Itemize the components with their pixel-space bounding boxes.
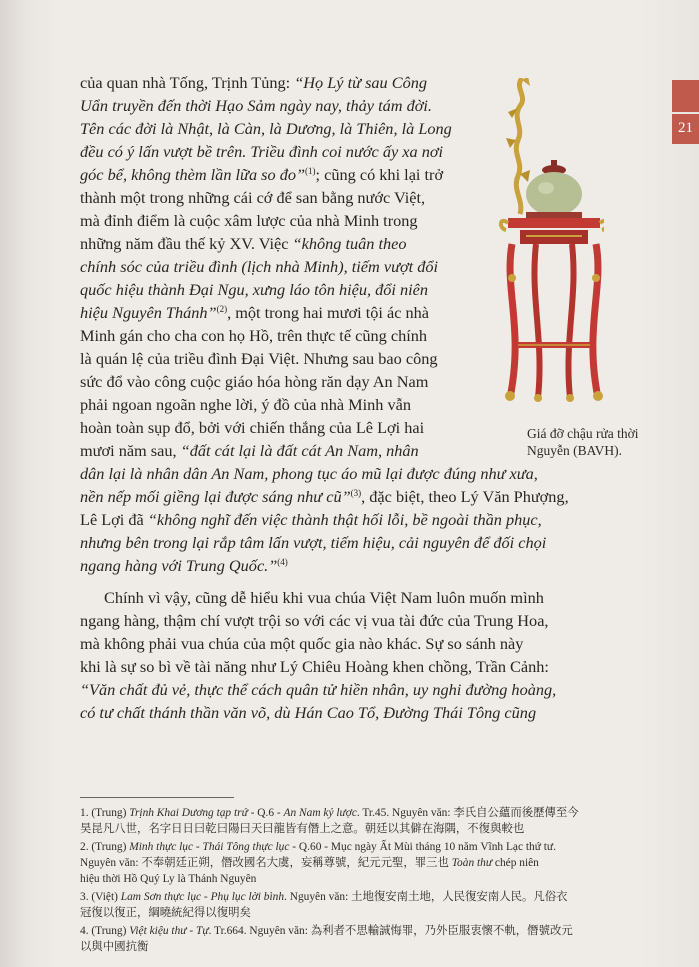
body-line-22: ngang hàng với Trung Quốc.”$^{(4)}$: [80, 556, 288, 575]
footnote-2-line-3: hiệu thời Hồ Quý Ly là Thánh Nguyên: [80, 873, 257, 885]
body-line-2: Uẩn truyền đến thời Hạo Sảm ngày nay, thảy tám đời.: [80, 96, 433, 115]
body-line-13: là quán lệ của triều đình Đại Việt. Nhưng sau bao công: [80, 349, 438, 368]
body-line-5: góc bể, không thèm lần lữa so đo”$^{(1)}$; cũng có khi lại trở: [80, 165, 444, 184]
body-line-11: hiệu Nguyên Thánh”$^{(2)}$, một trong hai mươi tội ác nhà: [80, 303, 429, 322]
body-line-6: thành một trong những cái cớ để san bằng nước Việt,: [80, 188, 426, 207]
footnote-2-line-2: Nguyên văn: 不奉朝廷正朔，僭改國名大虞，妄稱尊號，紀元元聖，罪三也 Toàn thư chép niên: [80, 857, 539, 869]
footnote-2-line-1: 2. (Trung) Minh thực lục - Thái Tông thực lục - Q.60 - Mục ngày Ất Mùi tháng 10 năm Vĩnh Lạc thứ tư.: [80, 841, 556, 853]
footnote-divider: [80, 797, 234, 798]
chapter-marker-bar: [672, 80, 699, 112]
body-line-7: mà đỉnh điểm là cuộc xâm lược của nhà Minh trong: [80, 211, 418, 230]
body-line-19: nền nếp mối giềng lại được sáng như cũ”$^{(3)}$, đặc biệt, theo Lý Văn Phượng,: [80, 487, 569, 506]
body-line-24: ngang hàng, thậm chí vượt trội so với các vị vua tài đức của Trung Hoa,: [80, 611, 549, 630]
footnote-1-line-2: 昊昆凡八世，名字日日曰乾曰陽曰天曰龍皆有僭上之意。朝廷以其僻在海隅，不復與較也: [80, 823, 525, 835]
body-line-28: có tư chất thánh thần văn võ, dù Hán Cao Tổ, Đường Thái Tông cũng: [80, 703, 537, 722]
body-line-21: nhưng bên trong lại rắp tâm lấn vượt, tiếm hiệu, cải nguyên để đối chọi: [80, 533, 547, 552]
body-line-27: “Văn chất đủ vẻ, thực thể cách quân tử hiền nhân, uy nghi đường hoàng,: [80, 680, 557, 699]
body-line-3: Tên các đời là Nhật, là Càn, là Dương, là Thiên, là Long: [80, 119, 452, 138]
image-caption: Giá đỡ chậu rửa thời Nguyễn (BAVH).: [527, 426, 639, 458]
footnote-1-line-1: 1. (Trung) Trịnh Khai Dương tạp trứ - Q.6 - An Nam kỷ lược. Tr.45. Nguyên văn: 李氏自公蘊而後歷傳至今: [80, 807, 579, 819]
body-line-17: mươi năm sau, “đất cát lại là đất cát An Nam, nhân: [80, 441, 419, 460]
body-line-4: đều có ý lấn vượt bề trên. Triều đình coi nước ấy xa nơi: [80, 142, 444, 161]
body-line-1: của quan nhà Tống, Trịnh Tủng: “Họ Lý từ sau Công: [80, 73, 428, 92]
wash-basin-stand-icon: [494, 78, 604, 418]
body-line-18: dân lại là nhân dân An Nam, phong tục áo mũ lại được đúng như xưa,: [80, 464, 538, 483]
body-line-15: phải ngoan ngoãn nghe lời, ý đồ của nhà Minh vẫn: [80, 395, 411, 414]
body-line-9: chính sóc của triều đình (lịch nhà Minh), tiếm vượt đổi: [80, 257, 439, 276]
footnote-4-line-1: 4. (Trung) Việt kiệu thư - Tự. Tr.664. Nguyên văn: 為利者不思輸誠悔罪，乃外臣服衷懷不軌，僭號改元: [80, 925, 573, 937]
body-line-8: những năm đầu thế kỷ XV. Việc “không tuân theo: [80, 234, 407, 253]
footnote-3-line-1: 3. (Việt) Lam Sơn thực lục - Phụ lục lời bình. Nguyên văn: 土地復安南土地，人民復安南人民。凡俗衣: [80, 891, 568, 903]
body-line-10: quốc hiệu thành Đại Ngu, xưng láo tôn hiệu, đổi niên: [80, 280, 429, 299]
body-line-26: khi là sự so bì về tài năng như Lý Chiêu Hoàng khen chồng, Trần Cảnh:: [80, 657, 549, 676]
page-number: 21: [678, 120, 693, 136]
body-line-14: sức đổ vào công cuộc giáo hóa hòng răn dạy An Nam: [80, 372, 429, 391]
body-line-12: Minh gán cho cha con họ Hồ, trên thực tế cũng chính: [80, 326, 428, 345]
footnote-3-line-2: 冠復以復正，綱曉統紀得以復明矣: [80, 907, 251, 919]
body-line-25: mà không phải vua chúa của một quốc gia nào khác. Sự so sánh này: [80, 634, 524, 653]
body-line-23: Chính vì vậy, cũng dễ hiểu khi vua chúa Việt Nam luôn muốn mình: [104, 588, 544, 607]
body-line-20: Lê Lợi đã “không nghĩ đến việc thành thật hối lỗi, bề ngoài thần phục,: [80, 510, 542, 529]
body-line-16: hoàn toàn sụp đổ, bởi với chiến thắng của Lê Lợi hai: [80, 418, 425, 437]
footnote-4-line-2: 以與中國抗衡: [80, 941, 149, 953]
